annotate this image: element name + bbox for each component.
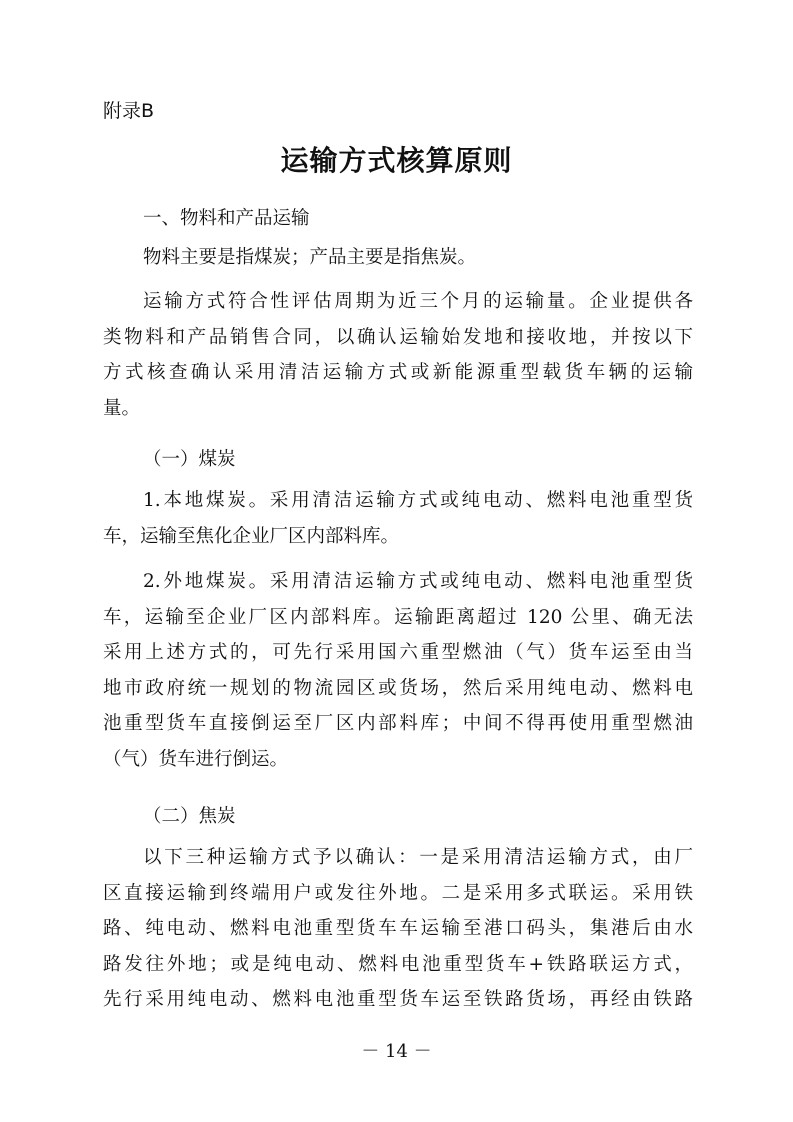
text-line: 以下三种运输方式予以确认：一是采用清洁运输方式，由厂 — [143, 847, 693, 868]
paragraph-assessment-period — [103, 284, 693, 426]
text-line: （气）货车进行倒运。 — [103, 748, 289, 770]
text-line: 1.本地煤炭。采用清洁运输方式或纯电动、燃料电池重型货 — [143, 490, 693, 511]
text-line: 车，运输至企业厂区内部料库。运输距离超过 120 公里、确无法 — [103, 606, 693, 628]
appendix-label: 附录B — [103, 100, 155, 122]
text-line: 路、纯电动、燃料电池重型货车车运输至港口码头，集港后由水 — [103, 918, 693, 939]
text-line: 车，运输至焦化企业厂区内部料库。 — [103, 525, 400, 547]
text-line: 池重型货车直接倒运至厂区内部料库；中间不得再使用重型燃油 — [103, 713, 693, 734]
paragraph-external-coal — [103, 564, 693, 777]
text-line: 路发往外地；或是纯电动、燃料电池重型货车+铁路联运方式， — [103, 953, 693, 975]
text-line: 方式核查确认采用清洁运输方式或新能源重型载货车辆的运输 — [103, 362, 693, 383]
text-line: 运输方式符合性评估周期为近三个月的运输量。企业提供各 — [143, 291, 693, 312]
paragraph-materials-definition — [103, 240, 693, 276]
text-line: 先行采用纯电动、燃料电池重型货车运至铁路货场，再经由铁路 — [103, 989, 693, 1010]
text-line: 采用上述方式的，可先行采用国六重型燃油（气）货车运至由当 — [103, 642, 693, 663]
text-line: 物料主要是指煤炭；产品主要是指焦炭。 — [143, 247, 477, 268]
text-line: 量。 — [103, 397, 141, 419]
document-title: 运输方式核算原则 — [280, 144, 513, 177]
subheading-coal: （一）煤炭 — [143, 449, 236, 470]
text-line: 2.外地煤炭。采用清洁运输方式或纯电动、燃料电池重型货 — [143, 571, 693, 592]
paragraph-coke-transport — [103, 840, 693, 1018]
paragraph-local-coal — [103, 483, 693, 554]
subheading-coke: （二）焦炭 — [143, 806, 236, 827]
text-line: 区直接运输到终端用户或发往外地。二是采用多式联运。采用铁 — [103, 882, 693, 904]
page-number: － 14 － — [361, 1041, 432, 1062]
text-line: 地市政府统一规划的物流园区或货场，然后采用纯电动、燃料电 — [103, 677, 693, 699]
section-heading-materials: 一、物料和产品运输 — [143, 208, 310, 229]
text-line: 类物料和产品销售合同，以确认运输始发地和接收地，并按以下 — [103, 326, 693, 348]
